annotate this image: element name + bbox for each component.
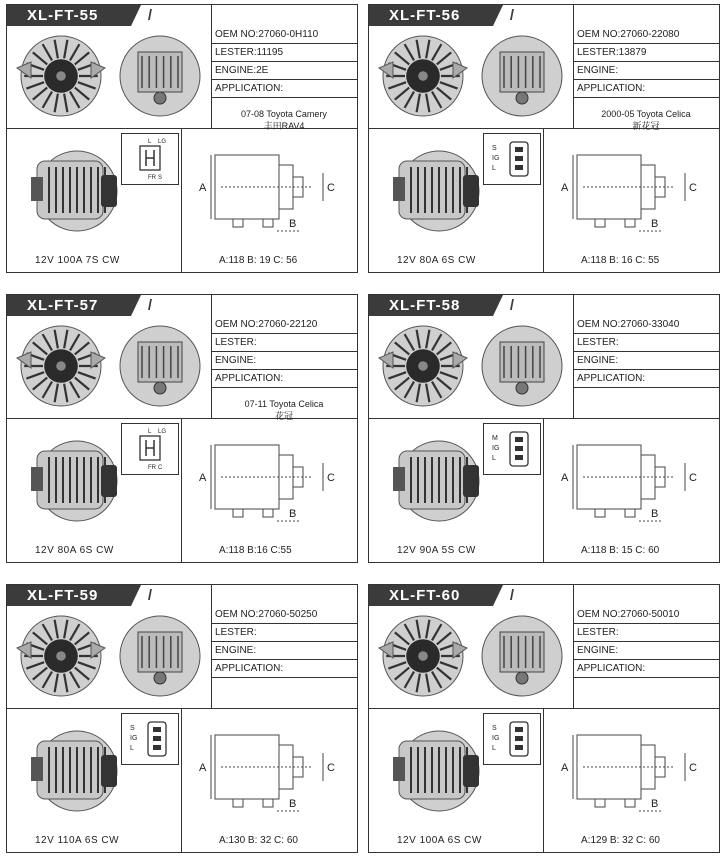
application-text — [573, 98, 719, 132]
product-code: XL-FT-56 — [389, 7, 461, 24]
electrical-spec: 12V 80A 6S CW — [397, 255, 476, 266]
product-code: XL-FT-57 — [27, 297, 99, 314]
alternator-rear-photo — [475, 30, 569, 122]
alternator-side-photo — [29, 725, 125, 817]
connector-pin-label: LG — [158, 429, 167, 435]
product-code: XL-FT-58 — [389, 297, 461, 314]
application-line: 新花冠 — [632, 121, 660, 131]
alternator-rear-photo — [113, 30, 207, 122]
connector-pin-label: L — [148, 429, 152, 435]
header-slash: / — [147, 587, 153, 604]
dimension-b-label: B — [289, 508, 297, 520]
product-code: XL-FT-60 — [389, 587, 461, 604]
info-table — [211, 26, 357, 131]
product-code-header — [369, 5, 515, 26]
connector-plug-icon — [483, 133, 541, 185]
header-slash: / — [147, 297, 153, 314]
connector-plug-icon — [121, 423, 179, 475]
oem-number: OEM NO:27060-0H110 — [211, 26, 357, 44]
header-slash: / — [509, 587, 515, 604]
product-code-header — [7, 5, 153, 26]
connector-pin-label: L — [492, 455, 496, 462]
application-label: APPLICATION: — [211, 370, 357, 388]
oem-number: OEM NO:27060-33040 — [573, 316, 719, 334]
connector-pin-label: IG — [492, 735, 500, 742]
dimension-values: A:118 B: 16 C: 55 — [581, 255, 660, 266]
connector-pin-label: IG — [492, 445, 500, 452]
dimension-a-label: A — [561, 182, 569, 194]
info-table — [573, 316, 719, 418]
connector-pin-label: LG — [158, 139, 167, 145]
product-card — [368, 294, 720, 563]
dimension-values: A:130 B: 32 C: 60 — [219, 835, 298, 846]
application-text — [573, 678, 719, 688]
divider — [543, 708, 544, 853]
divider — [369, 708, 719, 709]
connector-plug-icon — [121, 713, 179, 765]
connector-pin-label: M — [492, 435, 498, 442]
dimension-diagram — [193, 717, 353, 821]
divider — [181, 128, 182, 273]
divider — [181, 418, 182, 563]
dimension-b-label: B — [651, 218, 659, 230]
connector-pin-label: S — [158, 175, 163, 181]
connector-plug-icon — [483, 423, 541, 475]
info-table — [211, 606, 357, 708]
engine-field: ENGINE: — [211, 642, 357, 660]
engine-field: ENGINE: — [573, 642, 719, 660]
electrical-spec: 12V 90A 5S CW — [397, 545, 476, 556]
alternator-front-photo — [375, 610, 471, 702]
dimension-diagram — [193, 137, 353, 241]
lester-number: LESTER: — [211, 624, 357, 642]
dimension-values: A:118 B: 15 C: 60 — [581, 545, 660, 556]
connector-pin-label: IG — [492, 155, 500, 162]
alternator-side-photo — [29, 435, 125, 527]
info-table — [573, 606, 719, 708]
product-code: XL-FT-55 — [27, 7, 99, 24]
dimension-b-label: B — [651, 798, 659, 810]
application-label: APPLICATION: — [573, 370, 719, 388]
alternator-front-photo — [13, 610, 109, 702]
application-line: 花冠 — [274, 411, 293, 421]
connector-pin-label: S — [492, 145, 497, 152]
connector-pin-label: IG — [130, 735, 138, 742]
product-code-header — [369, 585, 515, 606]
engine-field: ENGINE: — [211, 352, 357, 370]
connector-pin-label: L — [148, 139, 152, 145]
product-card — [6, 584, 358, 853]
product-card — [368, 584, 720, 853]
product-code-header — [369, 295, 515, 316]
electrical-spec: 12V 100A 6S CW — [397, 835, 482, 846]
header-slash: / — [147, 7, 153, 24]
header-slash: / — [509, 7, 515, 24]
dimension-diagram — [555, 137, 715, 241]
alternator-side-photo — [391, 435, 487, 527]
lester-number: LESTER: — [573, 334, 719, 352]
dimension-b-label: B — [289, 218, 297, 230]
engine-field: ENGINE: — [573, 62, 719, 80]
dimension-diagram — [555, 717, 715, 821]
dimension-c-label: C — [327, 182, 335, 194]
oem-number: OEM NO:27060-22120 — [211, 316, 357, 334]
product-code-header — [7, 585, 153, 606]
connector-pin-label: FR — [148, 465, 156, 471]
oem-number: OEM NO:27060-50010 — [573, 606, 719, 624]
alternator-rear-photo — [113, 610, 207, 702]
application-text — [211, 388, 357, 422]
alternator-rear-photo — [113, 320, 207, 412]
dimension-values: A:129 B: 32 C: 60 — [581, 835, 660, 846]
dimension-a-label: A — [199, 472, 207, 484]
divider — [7, 708, 357, 709]
application-line: 2000-05 Toyota Celica — [601, 109, 691, 119]
alternator-front-photo — [375, 320, 471, 412]
dimension-c-label: C — [327, 472, 335, 484]
info-table — [211, 316, 357, 421]
application-label: APPLICATION: — [211, 80, 357, 98]
engine-field: ENGINE: — [573, 352, 719, 370]
oem-number: OEM NO:27060-50250 — [211, 606, 357, 624]
alternator-front-photo — [375, 30, 471, 122]
application-label: APPLICATION: — [573, 80, 719, 98]
application-text — [573, 388, 719, 398]
dimension-c-label: C — [689, 182, 697, 194]
connector-pin-label: S — [130, 725, 135, 732]
alternator-rear-photo — [475, 610, 569, 702]
lester-number: LESTER:13879 — [573, 44, 719, 62]
alternator-front-photo — [13, 30, 109, 122]
application-text — [211, 98, 357, 132]
alternator-front-photo — [13, 320, 109, 412]
engine-field: ENGINE:2E — [211, 62, 357, 80]
lester-number: LESTER:11195 — [211, 44, 357, 62]
alternator-side-photo — [391, 725, 487, 817]
dimension-a-label: A — [561, 472, 569, 484]
dimension-c-label: C — [689, 762, 697, 774]
application-line: 丰田RAV4 — [263, 121, 305, 131]
oem-number: OEM NO:27060-22080 — [573, 26, 719, 44]
connector-pin-label: FR — [148, 175, 156, 181]
divider — [181, 708, 182, 853]
dimension-a-label: A — [561, 762, 569, 774]
product-card — [6, 294, 358, 563]
electrical-spec: 12V 110A 6S CW — [35, 835, 120, 846]
alternator-side-photo — [391, 145, 487, 237]
electrical-spec: 12V 100A 7S CW — [35, 255, 120, 266]
dimension-a-label: A — [199, 182, 207, 194]
connector-plug-icon — [483, 713, 541, 765]
connector-pin-label: C — [158, 465, 163, 471]
dimension-a-label: A — [199, 762, 207, 774]
connector-pin-label: L — [492, 745, 496, 752]
dimension-values: A:118 B: 19 C: 56 — [219, 255, 298, 266]
dimension-diagram — [193, 427, 353, 531]
connector-plug-icon — [121, 133, 179, 185]
dimension-values: A:118 B:16 C:55 — [219, 545, 292, 556]
application-label: APPLICATION: — [211, 660, 357, 678]
dimension-diagram — [555, 427, 715, 531]
connector-pin-label: L — [492, 165, 496, 172]
product-card — [6, 4, 358, 273]
application-text — [211, 678, 357, 688]
dimension-b-label: B — [289, 798, 297, 810]
info-table — [573, 26, 719, 131]
dimension-b-label: B — [651, 508, 659, 520]
product-code: XL-FT-59 — [27, 587, 99, 604]
divider — [543, 128, 544, 273]
connector-pin-label: L — [130, 745, 134, 752]
dimension-c-label: C — [689, 472, 697, 484]
header-slash: / — [509, 297, 515, 314]
product-card — [368, 4, 720, 273]
lester-number: LESTER: — [211, 334, 357, 352]
electrical-spec: 12V 80A 6S CW — [35, 545, 114, 556]
dimension-c-label: C — [327, 762, 335, 774]
connector-pin-label: S — [492, 725, 497, 732]
application-line: 07-08 Toyota Camery — [241, 109, 327, 119]
application-line: 07-11 Toyota Celica — [244, 399, 324, 409]
divider — [369, 418, 719, 419]
product-code-header — [7, 295, 153, 316]
lester-number: LESTER: — [573, 624, 719, 642]
application-label: APPLICATION: — [573, 660, 719, 678]
alternator-rear-photo — [475, 320, 569, 412]
alternator-side-photo — [29, 145, 125, 237]
divider — [543, 418, 544, 563]
